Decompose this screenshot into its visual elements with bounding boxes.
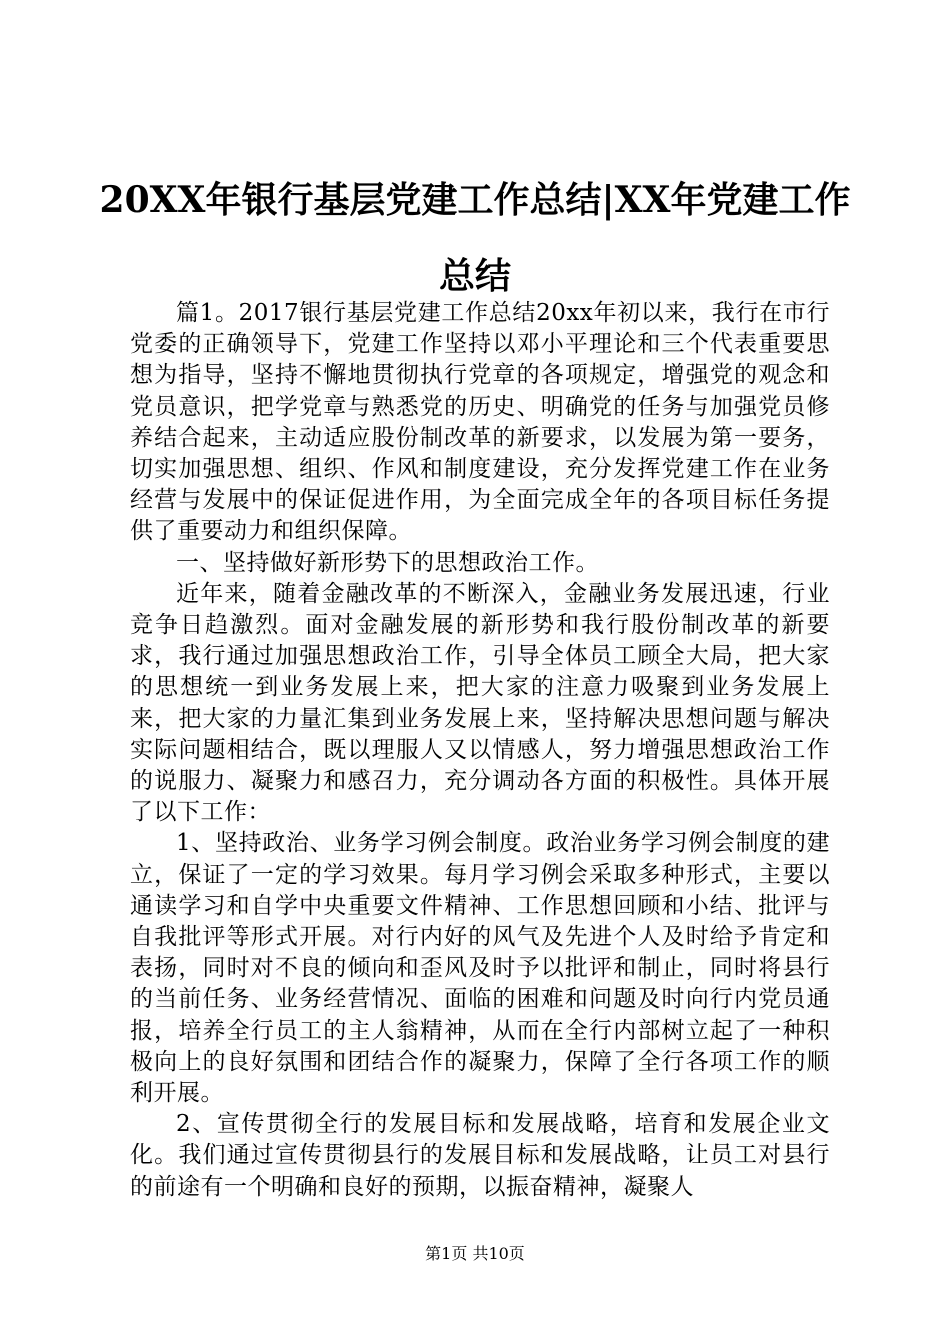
- paragraph-item-1: 1、坚持政治、业务学习例会制度。政治业务学习例会制度的建立，保证了一定的学习效果。每月学习例会采取多种形式，主要以通读学习和自学中央重要文件精神、工作思想回顾和小结、批评与自我批评等形式开展。对行内好的风气及先进个人及时给予肯定和表扬，同时对不良的倾向和歪风及时予以批评和制止，同时将县行的当前任务、业务经营情况、面临的困难和问题及时向行内党员通报，培养全行员工的主人翁精神，从而在全行内部树立起了一种积极向上的良好氛围和团结合作的凝聚力，保障了全行各项工作的顺利开展。: [130, 830, 830, 1107]
- page-footer: 第1页 共10页: [425, 1244, 525, 1263]
- title-line-2: 总结: [438, 255, 511, 297]
- document-title: [0, 162, 950, 314]
- title-line-1: 20XX年银行基层党建工作总结|XX年党建工作: [99, 179, 851, 221]
- document-body: [130, 298, 830, 1203]
- paragraph-intro: 篇1。2017银行基层党建工作总结20xx年初以来，我行在市行党委的正确领导下，党建工作坚持以邓小平理论和三个代表重要思想为指导，坚持不懈地贯彻执行党章的各项规定，增强党的观念和党员意识，把学党章与熟悉党的历史、明确党的任务与加强党员修养结合起来，主动适应股份制改革的新要求，以发展为第一要务，切实加强思想、组织、作风和制度建设，充分发挥党建工作在业务经营与发展中的保证促进作用，为全面完成全年的各项目标任务提供了重要动力和组织保障。: [130, 300, 830, 545]
- section-heading-1: 一、坚持做好新形势下的思想政治工作。: [176, 549, 599, 576]
- paragraph-section-1: 近年来，随着金融改革的不断深入，金融业务发展迅速，行业竞争日趋激烈。面对金融发展的新形势和我行股份制改革的新要求，我行通过加强思想政治工作，引导全体员工顾全大局，把大家的思想统一到业务发展上来，把大家的注意力吸聚到业务发展上来，把大家的力量汇集到业务发展上来，坚持解决思想问题与解决实际问题相结合，既以理服人又以情感人，努力增强思想政治工作的说服力、凝聚力和感召力，充分调动各方面的积极性。具体开展了以下工作：: [130, 580, 830, 826]
- paragraph-item-2: 2、宣传贯彻全行的发展目标和发展战略，培育和发展企业文化。我们通过宣传贯彻县行的发展目标和发展战略，让员工对县行的前途有一个明确和良好的预期，以振奋精神，凝聚人: [130, 1111, 830, 1200]
